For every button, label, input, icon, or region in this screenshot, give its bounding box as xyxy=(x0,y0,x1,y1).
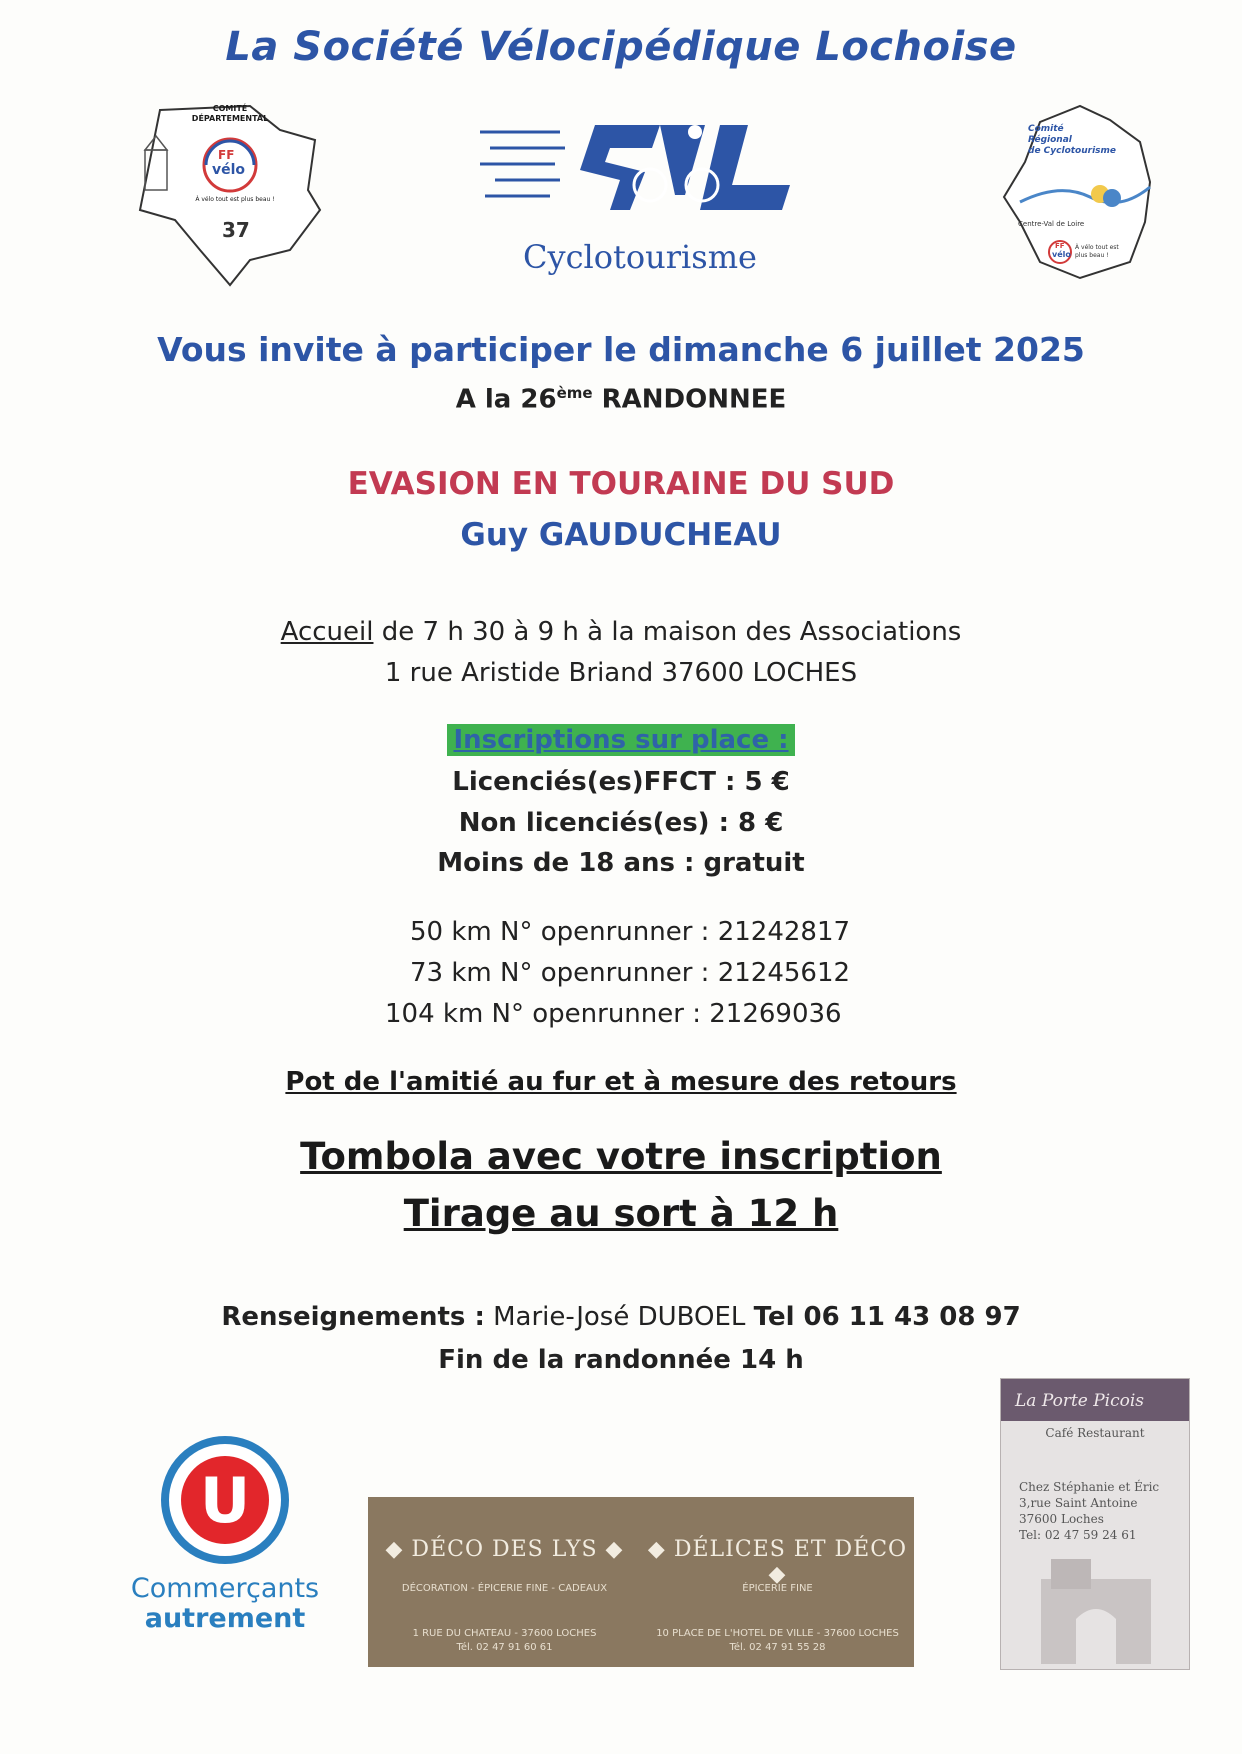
porte-picois-info1: Chez Stéphanie et Éric xyxy=(1019,1480,1160,1494)
logo-right-slogan: À vélo tout est plus beau ! xyxy=(1075,244,1119,259)
u-text-line1: Commerçants xyxy=(130,1573,320,1604)
contact-name: Marie-José DUBOEL xyxy=(484,1302,754,1332)
tirage-line: Tirage au sort à 12 h xyxy=(403,1192,839,1235)
contact-phone: Tel 06 11 43 08 97 xyxy=(753,1302,1021,1332)
logo-left-ff: FF xyxy=(218,148,235,162)
comite-regional-logo xyxy=(1000,102,1170,282)
comite-departemental-logo xyxy=(130,100,330,290)
delices-et-deco-addr xyxy=(641,1627,914,1655)
rando-sup: ème xyxy=(556,384,593,402)
rando-prefix: A la 26 xyxy=(455,384,557,415)
u-logo-icon xyxy=(145,1430,305,1570)
deco-des-lys-panel xyxy=(368,1497,641,1667)
porte-picois-info4: Tel: 02 47 59 24 61 xyxy=(1019,1528,1137,1542)
page-title: La Société Vélocipédique Lochoise xyxy=(225,24,1017,70)
logo-right-velo: vélo xyxy=(1052,250,1071,259)
rando-suffix: RANDONNEE xyxy=(592,384,787,415)
invite-line: Vous invite à participer le dimanche 6 juillet 2025 xyxy=(157,330,1085,369)
svl-caption: Cyclotourisme xyxy=(523,238,757,276)
route-104km: 104 km N° openrunner : 21269036 xyxy=(385,999,842,1029)
logo-left-velo: vélo xyxy=(212,162,246,178)
deco-des-lys-addr2: Tél. 02 47 91 60 61 xyxy=(456,1642,553,1653)
logo-right-line3: de Cyclotourisme xyxy=(1028,146,1117,156)
accueil-label: Accueil xyxy=(280,617,374,647)
inscriptions-heading: Inscriptions sur place : xyxy=(447,724,794,756)
la-porte-picois-card xyxy=(1000,1378,1190,1670)
deco-des-lys-addr xyxy=(368,1627,641,1655)
porte-picois-info3: 37600 Loches xyxy=(1019,1512,1104,1526)
price-licencies: Licenciés(es)FFCT : 5 € xyxy=(452,767,790,797)
u-commercants-logo xyxy=(110,1430,340,1650)
u-letter: U xyxy=(199,1464,251,1537)
logo-left-line2: DÉPARTEMENTAL xyxy=(191,114,269,123)
deco-des-lys-sub: DÉCORATION - ÉPICERIE FINE - CADEAUX xyxy=(401,1583,608,1594)
deco-des-lys-addr1: 1 RUE DU CHATEAU - 37600 LOCHES xyxy=(412,1628,597,1639)
delices-et-deco-addr2: Tél. 02 47 91 55 28 xyxy=(729,1642,826,1653)
porte-picois-name: La Porte Picois xyxy=(1015,1391,1145,1411)
address-line: 1 rue Aristide Briand 37600 LOCHES xyxy=(384,658,858,688)
porte-picois-gate-icon xyxy=(1021,1559,1171,1664)
delices-et-deco-addr1: 10 PLACE DE L'HOTEL DE VILLE - 37600 LOCHES xyxy=(656,1628,899,1639)
logo-left-line1: COMITÉ xyxy=(212,104,248,113)
porte-picois-type: Café Restaurant xyxy=(1045,1426,1145,1440)
deco-des-lys-name: ◆ DÉCO DES LYS ◆ xyxy=(385,1537,624,1562)
delices-et-deco-sub: ÉPICERIE FINE xyxy=(742,1583,813,1594)
porte-picois-info xyxy=(1019,1479,1159,1543)
event-title: EVASION EN TOURAINE DU SUD xyxy=(347,466,895,502)
svl-cyclist-icon xyxy=(470,110,810,235)
u-text-line2: autrement xyxy=(144,1603,306,1634)
tombola-line: Tombola avec votre inscription xyxy=(300,1135,942,1178)
randonnee-line xyxy=(0,384,1242,415)
delices-et-deco-name: ◆ DÉLICES ET DÉCO ◆ xyxy=(647,1537,908,1587)
inscriptions-heading-wrap xyxy=(0,724,1242,756)
price-moins-18: Moins de 18 ans : gratuit xyxy=(437,848,805,878)
logo-right-ff: FF xyxy=(1055,242,1065,250)
logo-right-region: Centre-Val de Loire xyxy=(1018,220,1085,228)
route-50km: 50 km N° openrunner : 21242817 xyxy=(410,917,851,947)
contact-line xyxy=(0,1302,1242,1332)
logo-left-slogan: À vélo tout est plus beau ! xyxy=(195,196,275,203)
pot-amitie-line: Pot de l'amitié au fur et à mesure des retours xyxy=(285,1067,957,1097)
logo-left-number: 37 xyxy=(222,218,250,242)
end-time-line: Fin de la randonnée 14 h xyxy=(438,1345,804,1375)
department-map-icon xyxy=(130,100,330,290)
svl-logo xyxy=(470,110,810,280)
accueil-line xyxy=(0,617,1242,647)
deco-des-lys-card xyxy=(368,1497,914,1667)
logo-right-line1: Comité xyxy=(1028,124,1064,134)
route-73km: 73 km N° openrunner : 21245612 xyxy=(410,958,851,988)
delices-et-deco-panel xyxy=(641,1497,914,1667)
logo-right-line2: Régional xyxy=(1028,135,1072,145)
event-person: Guy GAUDUCHEAU xyxy=(460,517,782,553)
price-non-licencies: Non licenciés(es) : 8 € xyxy=(458,808,784,838)
porte-picois-info2: 3,rue Saint Antoine xyxy=(1019,1496,1138,1510)
accueil-text: de 7 h 30 à 9 h à la maison des Associations xyxy=(373,617,962,647)
contact-label: Renseignements : xyxy=(221,1302,485,1332)
